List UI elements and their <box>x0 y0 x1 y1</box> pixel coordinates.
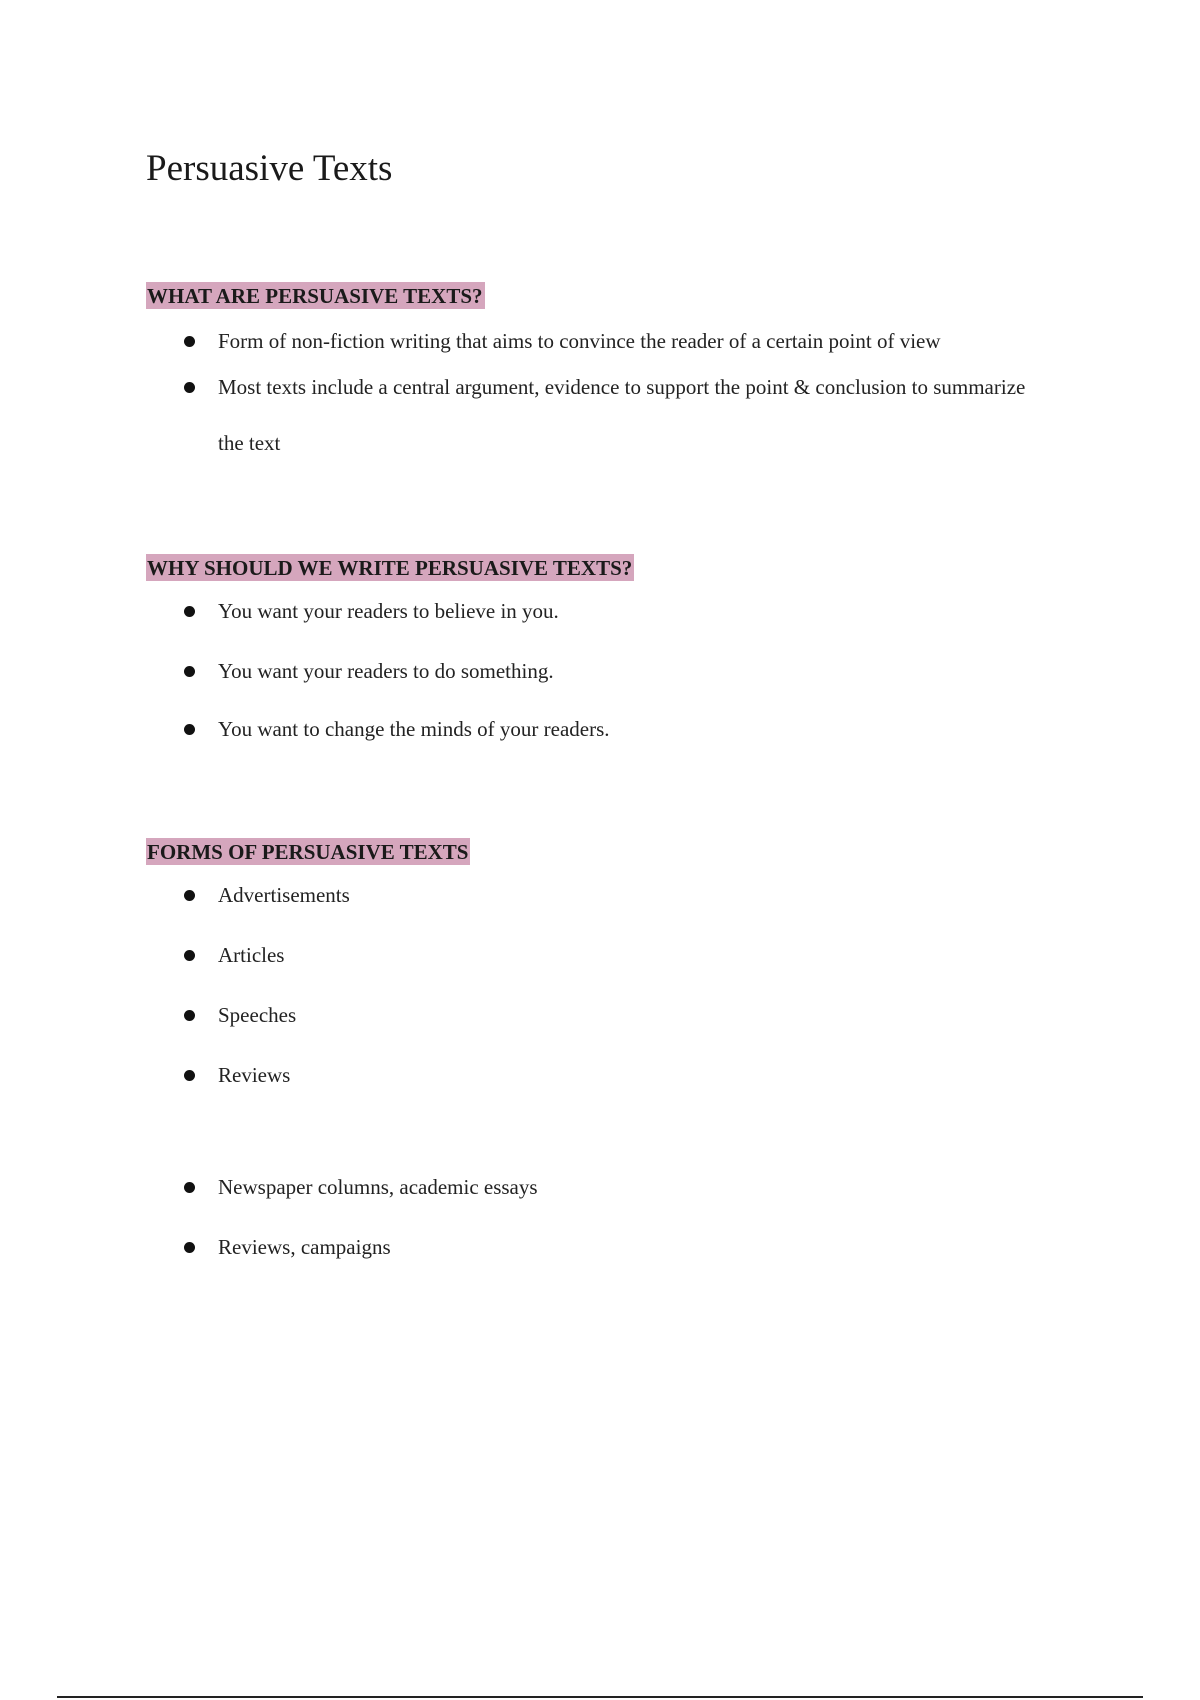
bullet-icon <box>184 382 195 393</box>
list-item-text: Form of non-fiction writing that aims to convince the reader of a certain point of view <box>218 329 941 353</box>
section-heading: FORMS OF PERSUASIVE TEXTS <box>147 840 469 864</box>
bullet-list <box>146 327 1106 471</box>
bullet-list <box>146 597 1106 743</box>
bullet-icon <box>184 1070 195 1081</box>
list-item <box>146 657 1106 685</box>
bullet-icon <box>184 1242 195 1253</box>
page-bottom-rule <box>57 1696 1143 1698</box>
bullet-icon <box>184 666 195 677</box>
list-item <box>146 327 1106 355</box>
bullet-icon <box>184 1010 195 1021</box>
list-item <box>146 941 1106 969</box>
list-item-text: Most texts include a central argument, evidence to support the point & conclusion to summarize the text <box>218 375 1026 455</box>
list-item <box>146 1001 1106 1029</box>
section-heading: WHAT ARE PERSUASIVE TEXTS? <box>147 284 483 308</box>
list-item <box>146 1233 1106 1261</box>
section-why-write <box>146 554 1106 743</box>
section-forms <box>146 838 1106 1261</box>
list-item-text: Speeches <box>218 1003 297 1027</box>
list-item <box>146 597 1106 625</box>
list-item <box>146 359 1106 471</box>
section-what-are <box>146 282 1106 471</box>
list-item-text: Articles <box>218 943 285 967</box>
list-item-text: Newspaper columns, academic essays <box>218 1175 538 1199</box>
list-item-text: Reviews, campaigns <box>218 1235 391 1259</box>
list-item-text: You want your readers to do something. <box>218 659 554 683</box>
bullet-icon <box>184 950 195 961</box>
list-item-text: Advertisements <box>218 883 350 907</box>
section-heading: WHY SHOULD WE WRITE PERSUASIVE TEXTS? <box>147 556 633 580</box>
bullet-list <box>146 881 1106 1089</box>
bullet-list-extra <box>146 1173 1106 1261</box>
list-item-text: Reviews <box>218 1063 291 1087</box>
bullet-icon <box>184 606 195 617</box>
bullet-icon <box>184 1182 195 1193</box>
list-item <box>146 1173 1106 1201</box>
list-item <box>146 715 1106 743</box>
list-item-text: You want your readers to believe in you. <box>218 599 559 623</box>
list-item <box>146 1061 1106 1089</box>
bullet-icon <box>184 336 195 347</box>
bullet-icon <box>184 890 195 901</box>
list-item <box>146 881 1106 909</box>
document-title: Persuasive Texts <box>146 148 393 189</box>
bullet-icon <box>184 724 195 735</box>
list-item-text: You want to change the minds of your readers. <box>218 717 610 741</box>
